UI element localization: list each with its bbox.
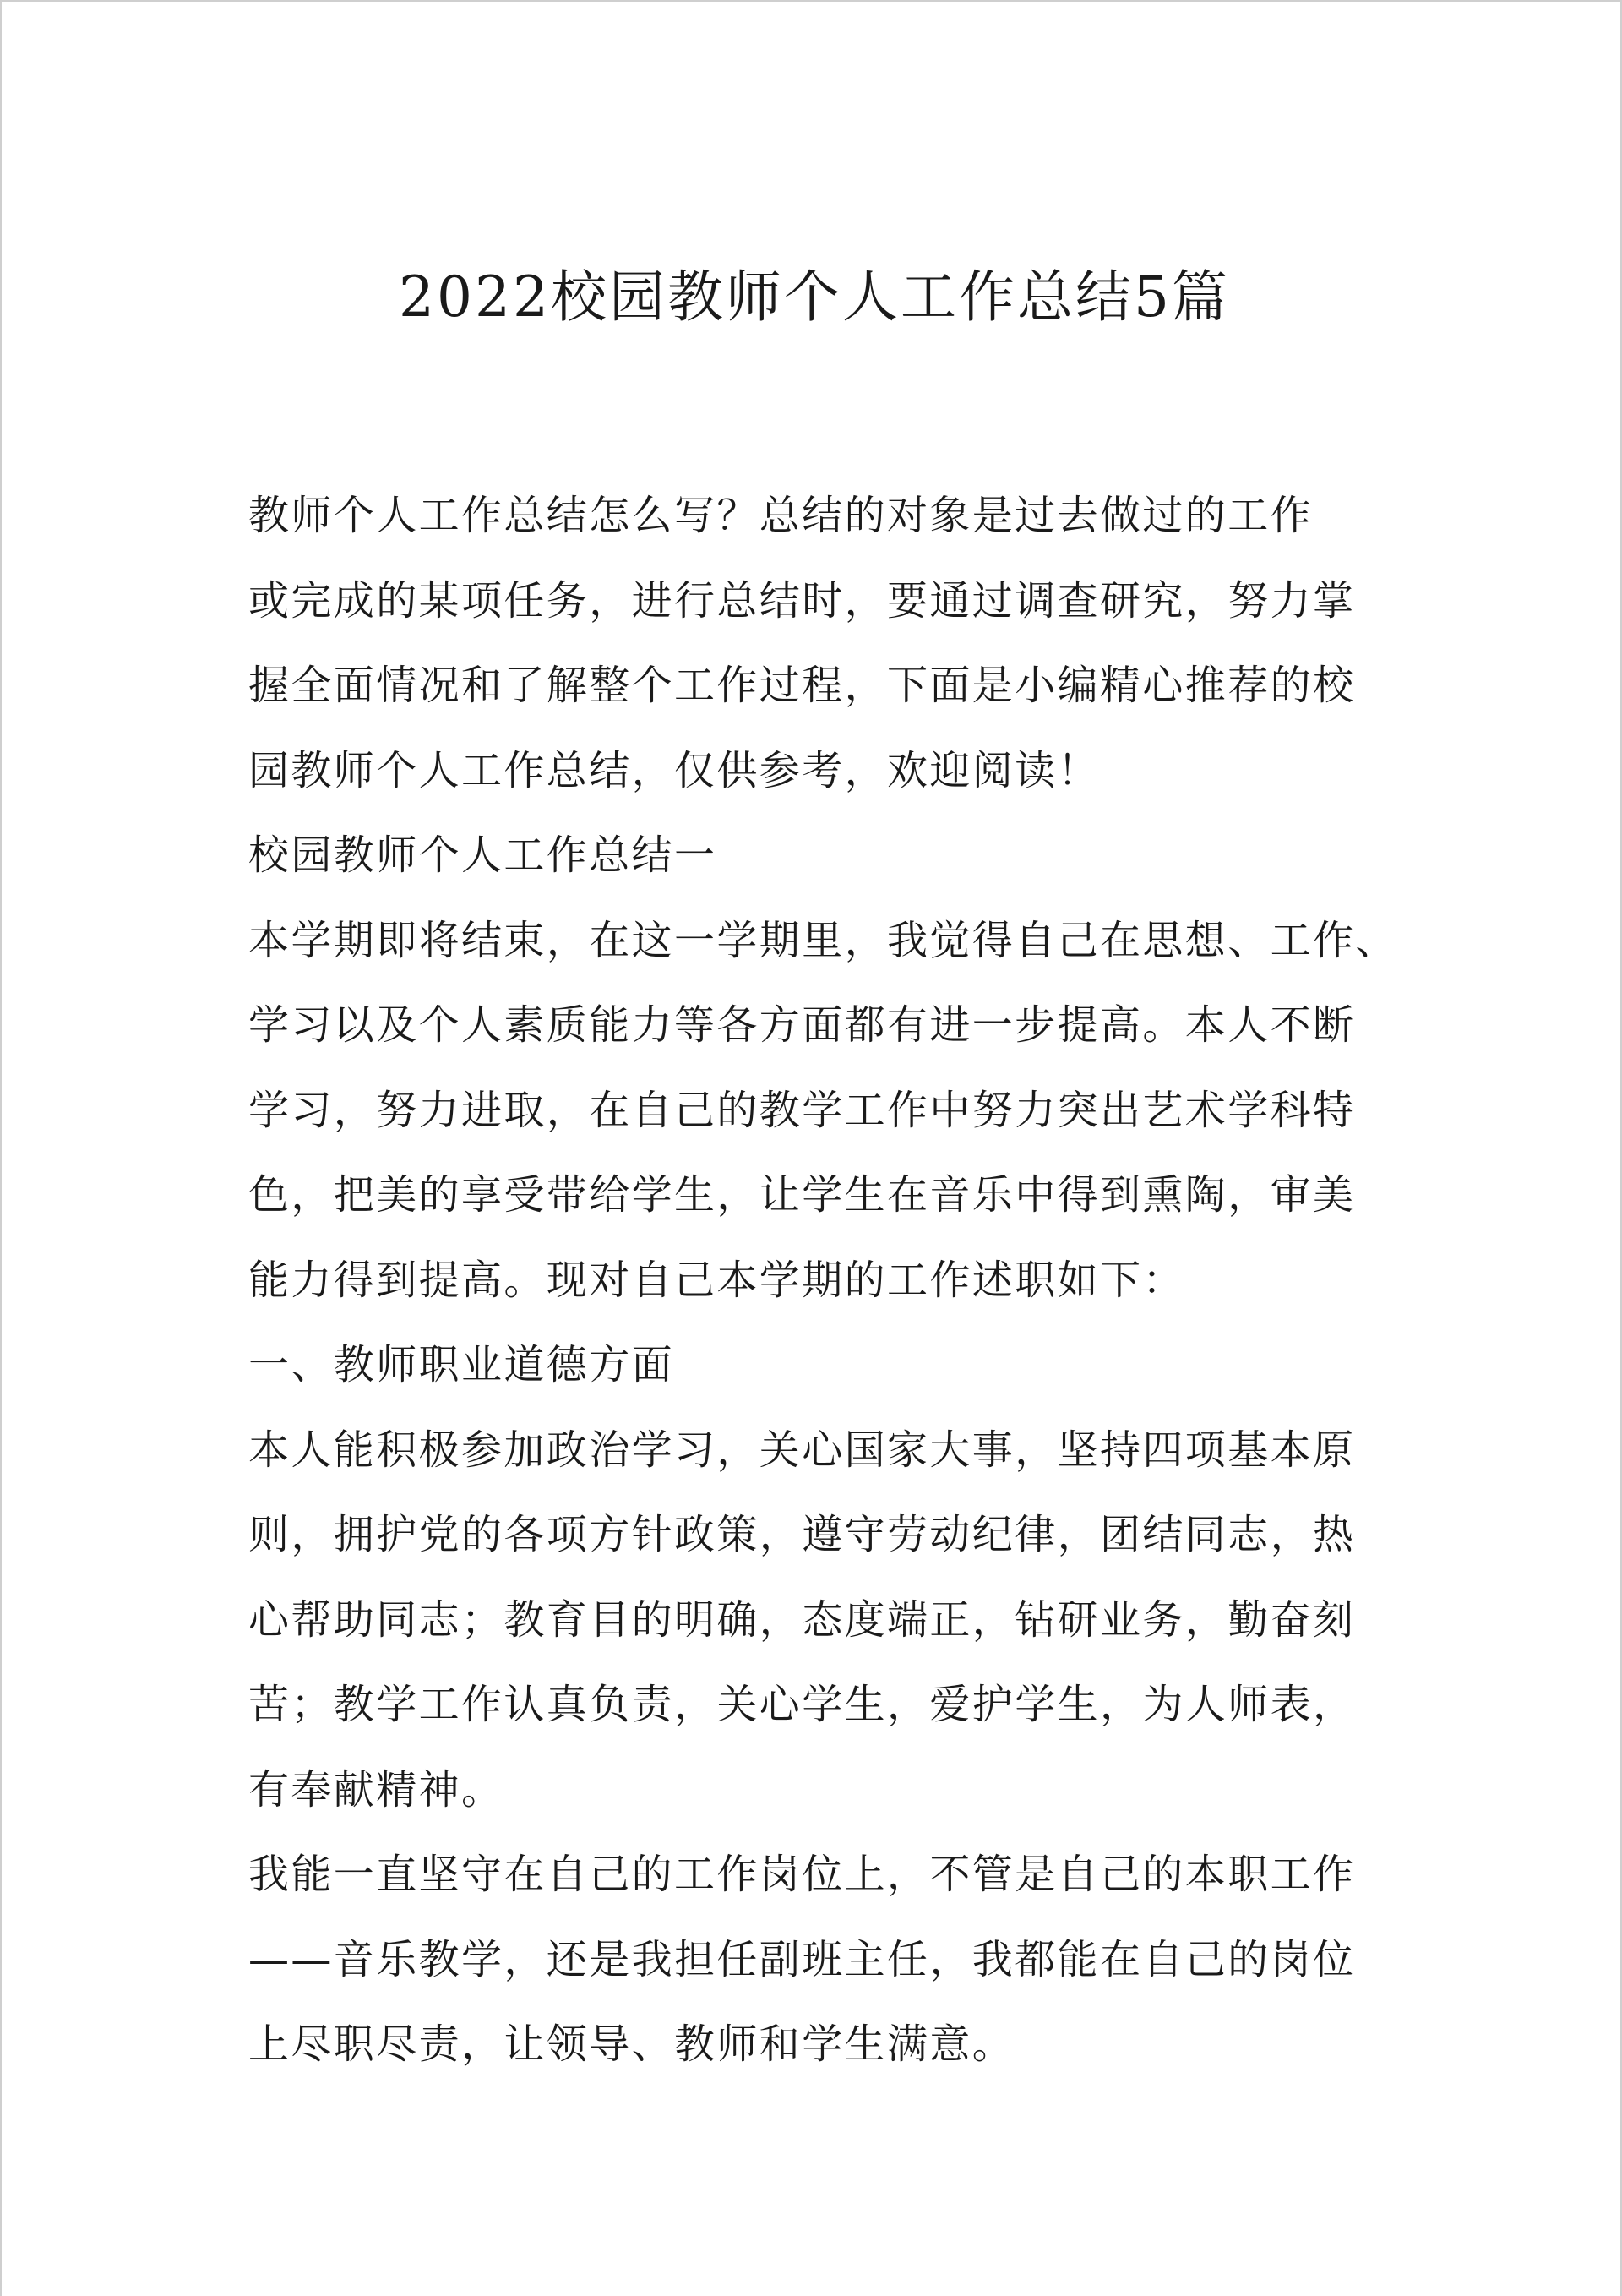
text-line: 苦；教学工作认真负责，关心学生，爱护学生，为人师表， xyxy=(248,1681,1356,1728)
text-line: 学习，努力进取，在自己的教学工作中努力突出艺术学科特 xyxy=(248,1086,1356,1134)
text-line: 有奉献精神。 xyxy=(248,1765,504,1813)
text-line: 能力得到提高。现对自己本学期的工作述职如下： xyxy=(248,1256,1185,1304)
text-line: 学习以及个人素质能力等各方面都有进一步提高。本人不断 xyxy=(248,1001,1356,1049)
document-body xyxy=(248,473,1398,2087)
text-line: 本学期即将结束，在这一学期里，我觉得自己在思想、工作、 xyxy=(248,916,1398,964)
text-line: 本人能积极参加政治学习，关心国家大事，坚持四项基本原 xyxy=(248,1426,1356,1474)
text-line: 或完成的某项任务，进行总结时，要通过调查研究，努力掌 xyxy=(248,576,1356,624)
subsection-heading: 一、教师职业道德方面 xyxy=(248,1341,675,1388)
text-line: 园教师个人工作总结，仅供参考，欢迎阅读！ xyxy=(248,746,1101,794)
text-line: 教师个人工作总结怎么写？总结的对象是过去做过的工作 xyxy=(248,492,1314,539)
section-heading: 校园教师个人工作总结一 xyxy=(248,832,717,879)
text-line: 上尽职尽责，让领导、教师和学生满意。 xyxy=(248,2021,1015,2068)
text-line: 我能一直坚守在自己的工作岗位上，不管是自己的本职工作 xyxy=(248,1851,1356,1898)
text-line: 则，拥护党的各项方针政策，遵守劳动纪律，团结同志，热 xyxy=(248,1511,1356,1558)
text-line: ——音乐教学，还是我担任副班主任，我都能在自己的岗位 xyxy=(248,1935,1356,1983)
document-title: 2022校园教师个人工作总结5篇 xyxy=(399,265,1230,330)
text-line: 心帮助同志；教育目的明确，态度端正，钻研业务，勤奋刻 xyxy=(248,1595,1356,1644)
text-line: 握全面情况和了解整个工作过程，下面是小编精心推荐的校 xyxy=(248,662,1356,709)
text-line: 色，把美的享受带给学生，让学生在音乐中得到熏陶，审美 xyxy=(248,1171,1356,1219)
